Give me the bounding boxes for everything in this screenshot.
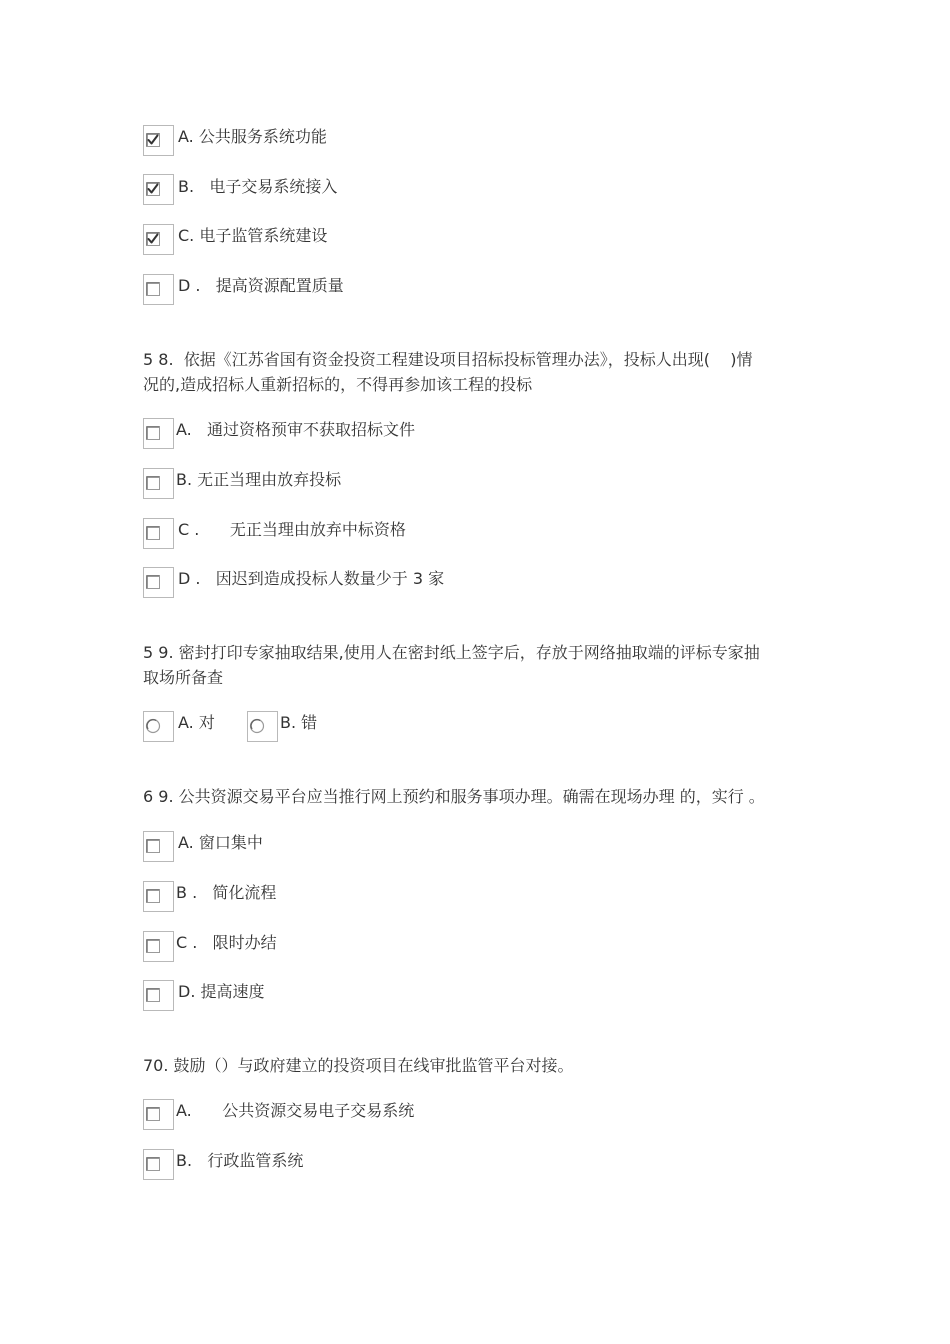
checkbox-checked-icon <box>145 181 161 197</box>
question-70-text <box>143 1053 803 1078</box>
question-line: 70. 鼓励（）与政府建立的投资项目在线审批监管平台对接。 <box>143 1056 574 1075</box>
question-69-text <box>143 784 803 809</box>
question-58-text <box>143 347 803 397</box>
question-line: 5 8. 依据《江苏省国有资金投资工程建设项目招标投标管理办法》，投标人出现( )情 <box>143 350 753 369</box>
option-label: B. 行政监管系统 <box>176 1151 304 1170</box>
checkbox-empty-icon <box>145 574 161 590</box>
radio-button[interactable] <box>143 711 174 742</box>
checkbox[interactable] <box>143 274 174 305</box>
option-label: B . 简化流程 <box>176 883 277 902</box>
checkbox-empty-icon <box>145 281 161 297</box>
checkbox[interactable] <box>143 567 174 598</box>
option-label: C . 限时办结 <box>176 933 277 952</box>
radio-empty-icon <box>145 718 161 734</box>
option-label: C. 电子监管系统建设 <box>178 226 328 245</box>
option-label: A. 公共资源交易电子交易系统 <box>176 1101 415 1120</box>
checkbox-empty-icon <box>145 987 161 1003</box>
checkbox-checked-icon <box>145 231 161 247</box>
checkbox-empty-icon <box>145 475 161 491</box>
option-label: D . 提高资源配置质量 <box>178 276 344 295</box>
question-line: 6 9. 公共资源交易平台应当推行网上预约和服务事项办理。确需在现场办理 的，实行 。 <box>143 787 765 806</box>
option-label: A. 通过资格预审不获取招标文件 <box>176 420 416 439</box>
checkbox[interactable] <box>143 468 174 499</box>
checkbox-checked-icon <box>145 132 161 148</box>
option-label: A. 窗口集中 <box>178 833 263 852</box>
checkbox[interactable] <box>143 418 174 449</box>
option-label: A. 公共服务系统功能 <box>178 127 327 146</box>
checkbox[interactable] <box>143 518 174 549</box>
radio-empty-icon <box>249 718 265 734</box>
option-label: D. 提高速度 <box>178 982 265 1001</box>
option-label: D . 因迟到造成投标人数量少于 3 家 <box>178 569 445 588</box>
checkbox-empty-icon <box>145 838 161 854</box>
option-label: B. 无正当理由放弃投标 <box>176 470 342 489</box>
checkbox-empty-icon <box>145 938 161 954</box>
checkbox[interactable] <box>143 931 174 962</box>
checkbox[interactable] <box>143 831 174 862</box>
checkbox-empty-icon <box>145 425 161 441</box>
option-label: B. 错 <box>280 713 318 732</box>
radio-button[interactable] <box>247 711 278 742</box>
checkbox[interactable] <box>143 125 174 156</box>
checkbox[interactable] <box>143 1149 174 1180</box>
option-label: A. 对 <box>178 713 215 732</box>
question-59-text <box>143 640 803 690</box>
checkbox[interactable] <box>143 224 174 255</box>
option-label: C . 无正当理由放弃中标资格 <box>178 520 406 539</box>
question-line: 5 9. 密封打印专家抽取结果,使用人在密封纸上签字后，存放于网络抽取端的评标专家抽 <box>143 643 760 662</box>
question-line: 取场所备查 <box>143 668 224 687</box>
checkbox[interactable] <box>143 174 174 205</box>
checkbox-empty-icon <box>145 1106 161 1122</box>
checkbox[interactable] <box>143 980 174 1011</box>
checkbox[interactable] <box>143 1099 174 1130</box>
checkbox-empty-icon <box>145 1156 161 1172</box>
question-line: 况的,造成招标人重新招标的，不得再参加该工程的投标 <box>143 375 533 394</box>
option-label: B. 电子交易系统接入 <box>178 177 338 196</box>
checkbox-empty-icon <box>145 525 161 541</box>
checkbox[interactable] <box>143 881 174 912</box>
checkbox-empty-icon <box>145 888 161 904</box>
